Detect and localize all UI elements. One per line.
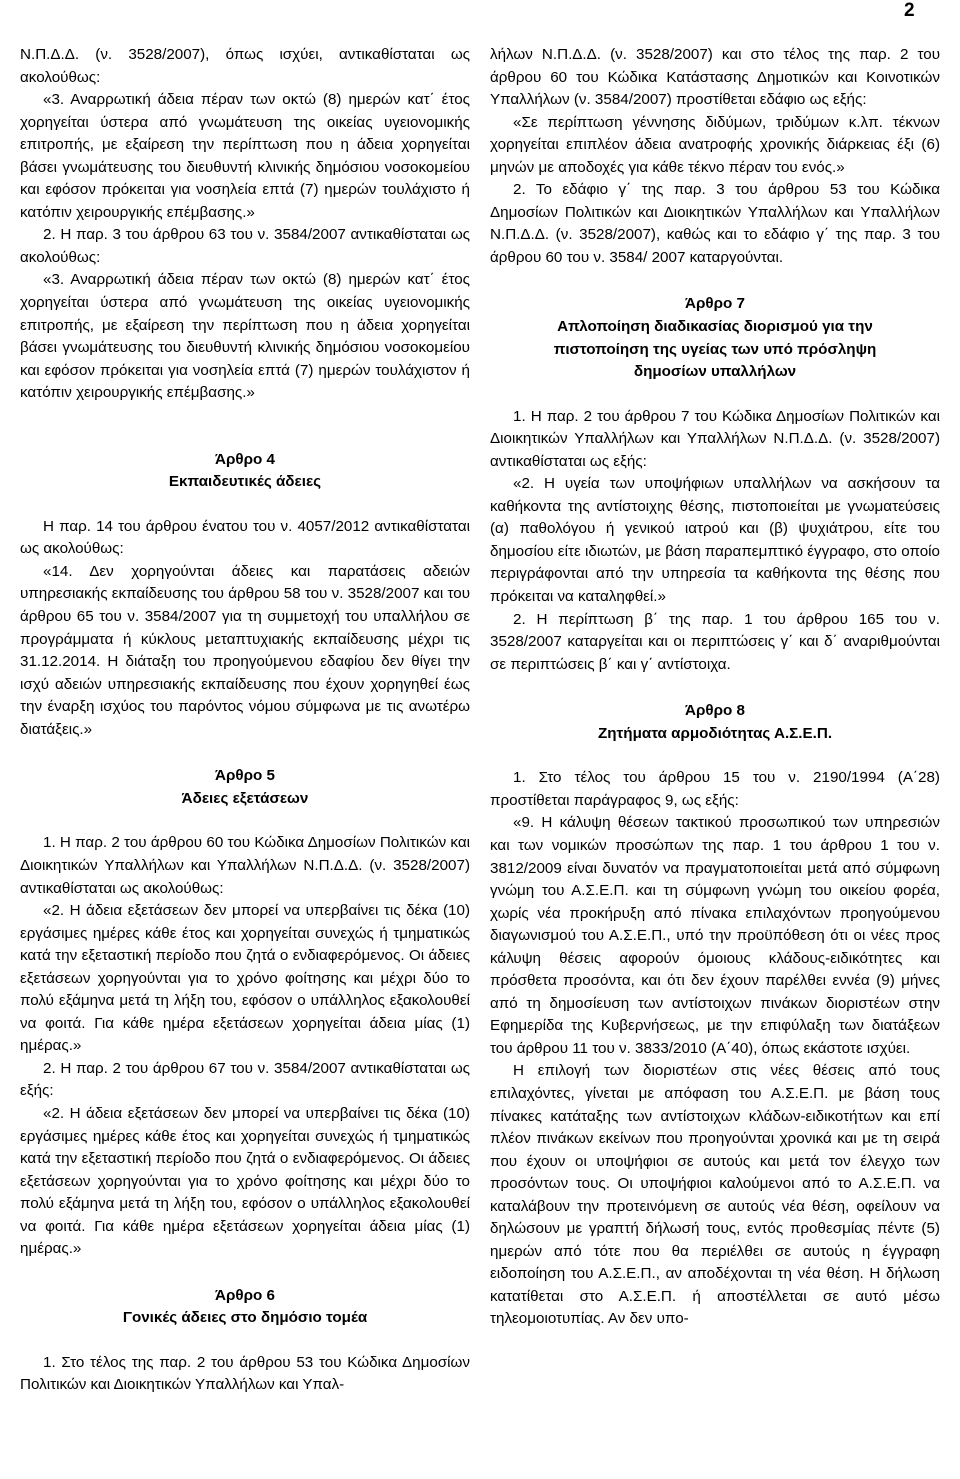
article-5-subtitle: Άδειες εξετάσεων xyxy=(181,789,309,807)
article-4-title: Άρθρο 4 xyxy=(215,450,275,468)
paragraph: «14. Δεν χορηγούνται άδειες και παρατάσεις αδειών υπηρεσιακής εκπαίδευσης του άρθρου 58 του ν. 3528/2007 και του άρθρου 65 του ν. 3584/2007 για τη συμμετοχή του υπαλλήλου σε προγράμματα ή κύκλους μεταπτυχιακής εκπαίδευσης μέχρι τις 31.12.2014. Η διάταξη του προηγούμενου εδαφίου δεν θίγει την ισχύ αδειών υπηρεσιακής εκπαίδευσης που έχουν χορηγηθεί έως την έναρξη ισχύος του παρόντος νόμου σύμφωνα με τις ανωτέρω διατάξεις.» xyxy=(20,562,470,738)
article-6-title: Άρθρο 6 xyxy=(215,1286,275,1304)
paragraph: 2. Η παρ. 2 του άρθρου 67 του ν. 3584/2007 αντικαθίσταται ως εξής: xyxy=(20,1059,470,1100)
paragraph: 1. Στο τέλος της παρ. 2 του άρθρου 53 του Κώδικα Δημοσίων Πολιτικών και Διοικητικών Υπαλλήλων και Υπαλ- xyxy=(20,1353,470,1394)
paragraph: 2. Η περίπτωση β΄ της παρ. 1 του άρθρου 165 του ν. 3528/2007 καταργείται και οι περιπτώσεις γ΄ και δ΄ αναριθμούνται σε περιπτώσεις β΄ και γ΄ αντίστοιχα. xyxy=(490,610,940,673)
paragraph: «2. Η άδεια εξετάσεων δεν μπορεί να υπερβαίνει τις δέκα (10) εργάσιμες ημέρες κάθε έτος και χορηγείται συνεχώς ή τμηματικώς κατά την εξεταστική περίοδο που ζητά ο ενδιαφερόμενος. Οι άδειες εξετάσεων χορηγούνται για το χρόνο φοίτησης και μέχρι δύο το πολύ εξάμηνα μετά τη λήξη του, εφόσον ο υπάλληλος εξακολουθεί να φοιτά. Για κάθε ημέρα εξετάσεων χορηγείται άδεια μίας (1) ημέρας.» xyxy=(20,902,470,1055)
article-8-title: Άρθρο 8 xyxy=(685,702,745,720)
paragraph: 1. Η παρ. 2 του άρθρου 7 του Κώδικα Δημοσίων Πολιτικών και Διοικητικών Υπαλλήλων και Υπαλλήλων Ν.Π.Δ.Δ. (ν. 3528/2007) αντικαθίσταται ως εξής: xyxy=(490,407,940,470)
article-4-subtitle: Εκπαιδευτικές άδειες xyxy=(168,473,322,491)
article-8-subtitle: Ζητήματα αρμοδιότητας Α.Σ.Ε.Π. xyxy=(597,724,833,742)
paragraph: Η επιλογή των διοριστέων στις νέες θέσεις από τους επιλαχόντες, γίνεται με απόφαση του Α.Σ.Ε.Π. με βάση τους πίνακες κατάταξης των αντίστοιχων κλάδων-ειδικοτήτων και επί πλέον πινάκων εκείνων που προηγούνται χρονικά και με τη σειρά που έχουν οι υποψήφιοι σε αυτούς και μετά τον έλεγχο των προσόντων τους. Οι υποψήφιοι καλούμενοι από το Α.Σ.Ε.Π. να καταλάβουν την προτεινόμενη σε αυτούς νέα θέση, οφείλουν να δηλώσουν με γραπτή δήλωσή τους, εντός προθεσμίας πέντε (5) ημερών από τότε που θα περιέλθει σε αυτούς η έγγραφη ειδοποίηση του Α.Σ.Ε.Π., αν αποδέχονται τη νέα θέση. Η δήλωση κατατίθεται στο Α.Σ.Ε.Π. ή αποστέλλεται σε αυτό μέσω τηλεομοιοτυπίας. Αν δεν υπο- xyxy=(490,1062,940,1328)
paragraph: λήλων Ν.Π.Δ.Δ. (ν. 3528/2007) και στο τέλος της παρ. 2 του άρθρου 60 του Κώδικα Κατάστασης Δημοτικών και Κοινοτικών Υπαλλήλων (ν. 3584/2007) προστίθεται εδάφιο ως εξής: xyxy=(490,46,940,109)
paragraph: 1. Η παρ. 2 του άρθρου 60 του Κώδικα Δημοσίων Πολιτικών και Διοικητικών Υπαλλήλων και Υπαλλήλων Ν.Π.Δ.Δ. (ν. 3528/2007) αντικαθίσταται ως ακολούθως: xyxy=(20,834,470,897)
article-7-subtitle: Απλοποίηση διαδικασίας διορισμού για την πιστοποίηση της υγείας των υπό πρόσληψη δημοσίων υπαλλήλων xyxy=(553,318,877,381)
paragraph: «9. Η κάλυψη θέσεων τακτικού προσωπικού των υπηρεσιών και των νομικών προσώπων της παρ. 1 του άρθρου 1 του ν. 3812/2009 είναι δυνατόν να πραγματοποιείται μετά από σύμφωνη γνώμη του Α.Σ.Ε.Π. και τη σύμφωνη γνώμη του οικείου φορέα, χωρίς νέα προκήρυξη από πίνακα επιλαχόντων προηγούμενου διαγωνισμού του Α.Σ.Ε.Π., υπό την προϋπόθεση ότι οι νέες προς κάλυψη θέσεις αφορούν όμοιους κλάδους-ειδικότητες και πρόσθετα προσόντα, και ότι δεν έχουν παρέλθει εννέα (9) μήνες από τη δημοσίευση των αντίστοιχων πινάκων διοριστέων στην Εφημερίδα της Κυβερνήσεως, με την επιφύλαξη των διατάξεων του άρθρου 11 του ν. 3833/2010 (Α΄40), όπως εκάστοτε ισχύει. xyxy=(490,814,940,1057)
paragraph: «2. Η άδεια εξετάσεων δεν μπορεί να υπερβαίνει τις δέκα (10) εργάσιμες ημέρες κάθε έτος και χορηγείται συνεχώς ή τμηματικώς κατά την εξεταστική περίοδο που ζητά ο ενδιαφερόμενος. Οι άδειες εξετάσεων χορηγούνται για το χρόνο φοίτησης και μέχρι δύο το πολύ εξάμηνα μετά τη λήξη του, εφόσον ο υπάλληλος εξακολουθεί να φοιτά. Για κάθε ημέρα εξετάσεων χορηγείται άδεια μίας (1) ημέρας.» xyxy=(20,1104,470,1258)
paragraph: 2. Το εδάφιο γ΄ της παρ. 3 του άρθρου 53 του Κώδικα Δημοσίων Πολιτικών και Διοικητικών Υπαλλήλων και Υπαλλήλων Ν.Π.Δ.Δ. (ν. 3528/2007), καθώς και το εδάφιο γ΄ της παρ. 3 του άρθρου 60 του ν. 3584/ 2007 καταργούνται. xyxy=(490,181,940,266)
left-column xyxy=(20,44,470,1397)
article-6-subtitle: Γονικές άδειες στο δημόσιο τομέα xyxy=(122,1309,368,1327)
paragraph: «3. Αναρρωτική άδεια πέραν των οκτώ (8) ημερών κατ΄ έτος χορηγείται ύστερα από γνωμάτευση της οικείας υγειονομικής επιτροπής, με εξαίρεση την περίπτωση που η άδεια χορηγείται βάσει γνωμάτευσης του διευθυντή κλινικής δημόσιου νοσοκομείου και εφόσον πρόκειται για νοσηλεία επτά (7) ημερών τουλάχιστο ή κατόπιν χειρουργικής επέμβασης.» xyxy=(20,91,470,221)
paragraph: 1. Στο τέλος του άρθρου 15 του ν. 2190/1994 (Α΄28) προστίθεται παράγραφος 9, ως εξής: xyxy=(490,769,940,809)
paragraph: Η παρ. 14 του άρθρου ένατου του ν. 4057/2012 αντικαθίσταται ως ακολούθως: xyxy=(20,517,470,558)
right-column xyxy=(490,44,940,1331)
paragraph: «Σε περίπτωση γέννησης διδύμων, τριδύμων κ.λπ. τέκνων χορηγείται επιπλέον άδεια ανατροφής χρονικής διάρκειας έξι (6) μηνών με αποδοχές για κάθε τέκνο πέραν του ενός.» xyxy=(490,113,940,176)
article-5-title: Άρθρο 5 xyxy=(215,767,275,785)
paragraph: 2. Η παρ. 3 του άρθρου 63 του ν. 3584/2007 αντικαθίσταται ως ακολούθως: xyxy=(20,226,470,266)
paragraph: «2. Η υγεία των υποψήφιων υπαλλήλων να ασκήσουν τα καθήκοντα της αντίστοιχης θέσης, πιστοποιείται με γνωματεύσεις (α) παθολόγου ή γενικού ιατρού και (β) ψυχιάτρου, είτε του δημοσίου είτε ιδιωτών, με βάση παραπεμπτικό έγγραφο, στο οποίο περιγράφονται από την υπηρεσία τα καθήκοντα της θέσης που πρόκειται να καταληφθεί.» xyxy=(490,475,940,606)
paragraph: Ν.Π.Δ.Δ. (ν. 3528/2007), όπως ισχύει, αντικαθίσταται ως ακολούθως: xyxy=(20,46,470,86)
article-7-title: Άρθρο 7 xyxy=(685,295,745,313)
paragraph: «3. Αναρρωτική άδεια πέραν των οκτώ (8) ημερών κατ΄ έτος χορηγείται ύστερα από γνωμάτευση της οικείας υγειονομικής επιτροπής, με εξαίρεση την περίπτωση που η άδεια χορηγείται βάσει γνωμάτευσης του διευθυντή κλινικής δημόσιου νοσοκομείου και εφόσον πρόκειται για νοσηλεία επτά (7) ημερών τουλάχιστον ή κατόπιν χειρουργικής επέμβασης.» xyxy=(20,271,470,402)
page-number: 2 xyxy=(904,0,915,21)
